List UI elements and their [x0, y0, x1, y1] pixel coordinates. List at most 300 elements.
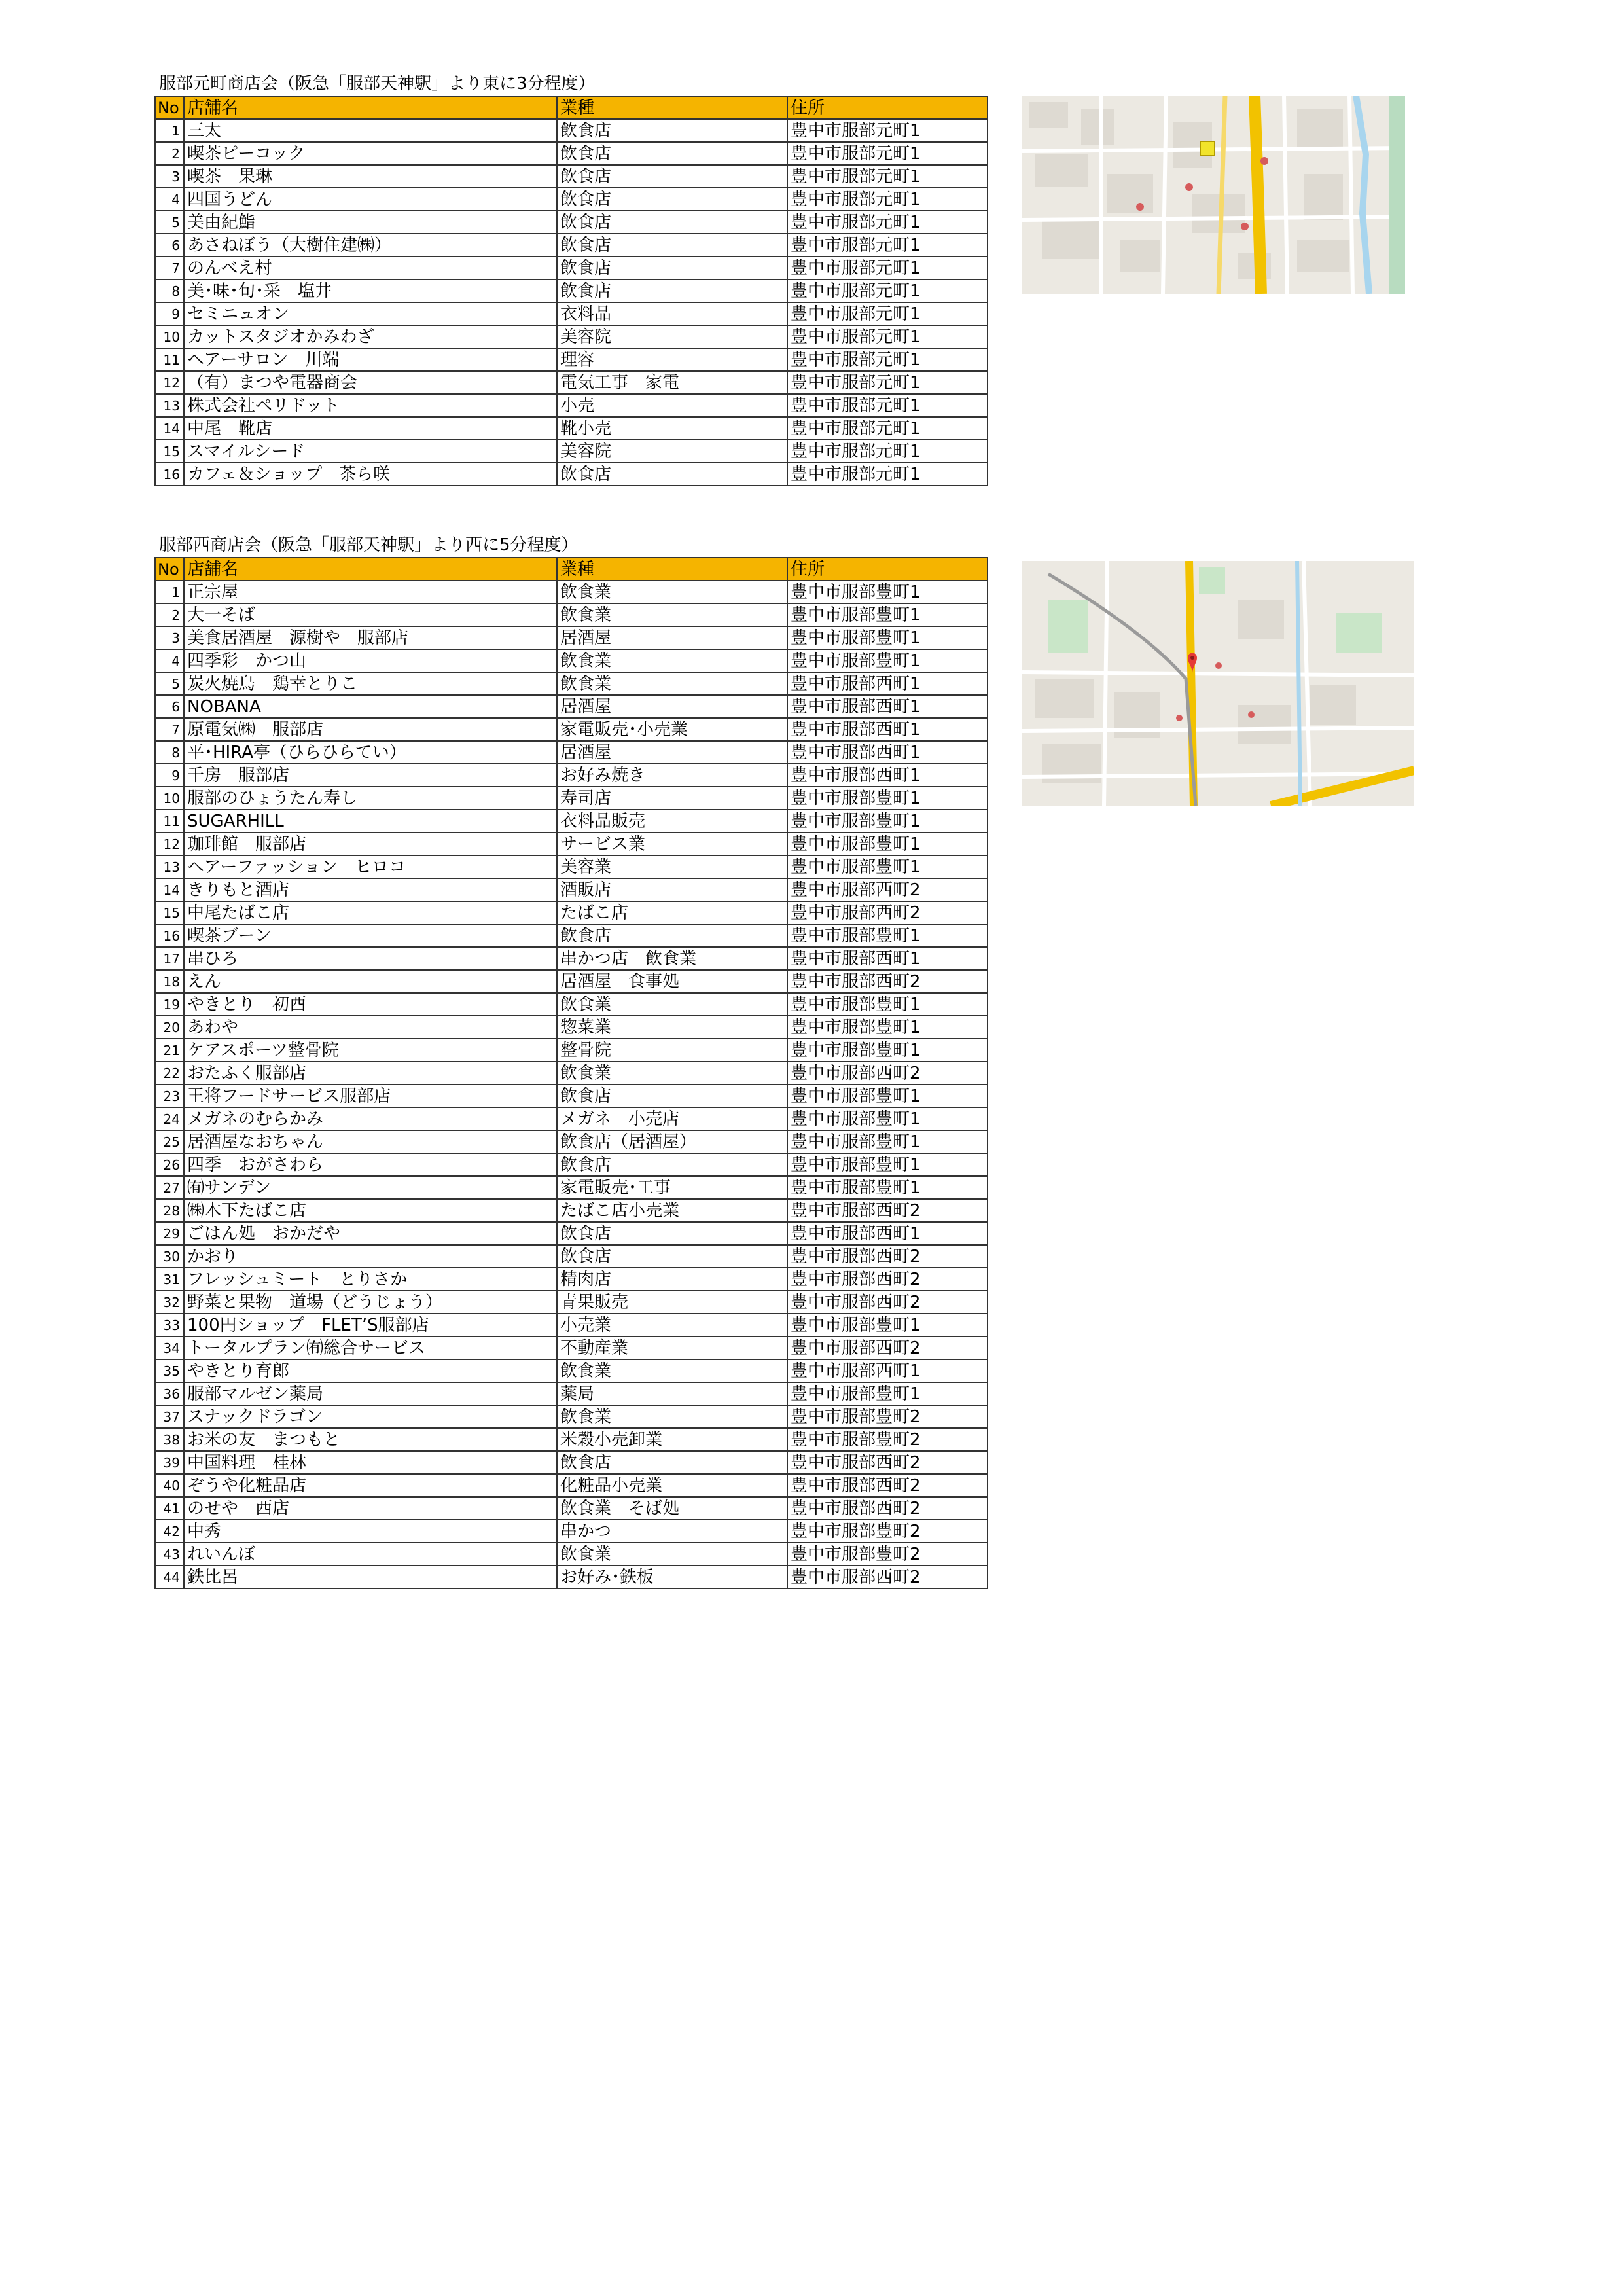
cell-shop-name: SUGARHILL	[184, 810, 557, 833]
cell-address: 豊中市服部豊町1	[787, 581, 988, 603]
cell-shop-name: あわや	[184, 1016, 557, 1039]
cell-business-type: 家電販売･小売業	[557, 718, 787, 741]
cell-no: 8	[155, 741, 184, 764]
cell-shop-name: 千房 服部店	[184, 764, 557, 787]
cell-address: 豊中市服部豊町2	[787, 1543, 988, 1566]
cell-address: 豊中市服部元町1	[787, 257, 988, 279]
cell-address: 豊中市服部元町1	[787, 142, 988, 165]
table-row	[155, 1428, 988, 1451]
column-header-name: 店舗名	[184, 558, 557, 581]
cell-shop-name: （有）まつや電器商会	[184, 371, 557, 394]
cell-address: 豊中市服部元町1	[787, 302, 988, 325]
cell-business-type: 飲食店	[557, 1085, 787, 1107]
table-header-row	[155, 558, 988, 581]
cell-shop-name: 居酒屋なおちゃん	[184, 1130, 557, 1153]
column-header-address: 住所	[787, 558, 988, 581]
cell-shop-name: 服部のひょうたん寿し	[184, 787, 557, 810]
cell-address: 豊中市服部豊町1	[787, 1016, 988, 1039]
table-row	[155, 1153, 988, 1176]
column-header-no: No	[155, 558, 184, 581]
table-row	[155, 1543, 988, 1566]
cell-business-type: 薬局	[557, 1382, 787, 1405]
cell-shop-name: 珈琲館 服部店	[184, 833, 557, 855]
cell-no: 44	[155, 1566, 184, 1588]
table-row	[155, 1566, 988, 1588]
cell-business-type: メガネ 小売店	[557, 1107, 787, 1130]
cell-no: 36	[155, 1382, 184, 1405]
cell-no: 43	[155, 1543, 184, 1566]
cell-business-type: 飲食店	[557, 257, 787, 279]
cell-address: 豊中市服部西町2	[787, 1474, 988, 1497]
table-row	[155, 1107, 988, 1130]
section-title-nishi: 服部西商店会（阪急「服部天神駅」より西に5分程度）	[159, 535, 579, 555]
cell-shop-name: カットスタジオかみわざ	[184, 325, 557, 348]
cell-business-type: 飲食店	[557, 188, 787, 211]
cell-no: 14	[155, 878, 184, 901]
cell-no: 41	[155, 1497, 184, 1520]
table-row	[155, 325, 988, 348]
cell-business-type: 電気工事 家電	[557, 371, 787, 394]
cell-business-type: たばこ店	[557, 901, 787, 924]
cell-shop-name: 喫茶ピーコック	[184, 142, 557, 165]
cell-no: 29	[155, 1222, 184, 1245]
cell-no: 12	[155, 371, 184, 394]
cell-business-type: 不動産業	[557, 1336, 787, 1359]
cell-address: 豊中市服部西町1	[787, 764, 988, 787]
cell-business-type: 青果販売	[557, 1291, 787, 1314]
table-row	[155, 1336, 988, 1359]
cell-address: 豊中市服部元町1	[787, 279, 988, 302]
cell-no: 28	[155, 1199, 184, 1222]
cell-address: 豊中市服部豊町1	[787, 855, 988, 878]
cell-business-type: 小売業	[557, 1314, 787, 1336]
cell-no: 27	[155, 1176, 184, 1199]
cell-shop-name: やきとり育郎	[184, 1359, 557, 1382]
cell-shop-name: ㈲サンデン	[184, 1176, 557, 1199]
cell-shop-name: おたふく服部店	[184, 1062, 557, 1085]
table-row	[155, 142, 988, 165]
table-row	[155, 1039, 988, 1062]
cell-shop-name: 鉄比呂	[184, 1566, 557, 1588]
cell-business-type: 化粧品小売業	[557, 1474, 787, 1497]
cell-address: 豊中市服部西町1	[787, 947, 988, 970]
cell-no: 26	[155, 1153, 184, 1176]
cell-no: 35	[155, 1359, 184, 1382]
table-row	[155, 695, 988, 718]
column-header-name: 店舗名	[184, 96, 557, 119]
cell-no: 12	[155, 833, 184, 855]
cell-address: 豊中市服部西町2	[787, 901, 988, 924]
cell-shop-name: 四国うどん	[184, 188, 557, 211]
cell-business-type: 飲食店	[557, 924, 787, 947]
cell-no: 23	[155, 1085, 184, 1107]
cell-business-type: 小売	[557, 394, 787, 417]
cell-address: 豊中市服部元町1	[787, 371, 988, 394]
cell-shop-name: きりもと酒店	[184, 878, 557, 901]
cell-no: 24	[155, 1107, 184, 1130]
cell-no: 8	[155, 279, 184, 302]
table-row	[155, 348, 988, 371]
table-row	[155, 1382, 988, 1405]
cell-business-type: 精肉店	[557, 1268, 787, 1291]
cell-business-type: 串かつ	[557, 1520, 787, 1543]
cell-shop-name: 中尾 靴店	[184, 417, 557, 440]
section-title-motomachi: 服部元町商店会（阪急「服部天神駅」より東に3分程度）	[159, 74, 596, 94]
cell-no: 6	[155, 695, 184, 718]
cell-no: 33	[155, 1314, 184, 1336]
cell-address: 豊中市服部西町1	[787, 741, 988, 764]
cell-business-type: 飲食店	[557, 119, 787, 142]
cell-address: 豊中市服部西町1	[787, 718, 988, 741]
cell-shop-name: ごはん処 おかだや	[184, 1222, 557, 1245]
cell-no: 25	[155, 1130, 184, 1153]
cell-shop-name: えん	[184, 970, 557, 993]
cell-no: 5	[155, 672, 184, 695]
cell-address: 豊中市服部西町2	[787, 1451, 988, 1474]
cell-no: 13	[155, 394, 184, 417]
table-row	[155, 672, 988, 695]
table-row	[155, 649, 988, 672]
cell-shop-name: カフェ＆ショップ 茶ら咲	[184, 463, 557, 486]
cell-business-type: 飲食業	[557, 581, 787, 603]
cell-shop-name: 三太	[184, 119, 557, 142]
cell-business-type: サービス業	[557, 833, 787, 855]
cell-address: 豊中市服部豊町1	[787, 1085, 988, 1107]
cell-business-type: 飲食店	[557, 211, 787, 234]
cell-shop-name: メガネのむらかみ	[184, 1107, 557, 1130]
cell-no: 32	[155, 1291, 184, 1314]
shop-table-nishi	[154, 557, 988, 1589]
cell-no: 9	[155, 764, 184, 787]
cell-no: 2	[155, 603, 184, 626]
cell-shop-name: 中秀	[184, 1520, 557, 1543]
table-row	[155, 1451, 988, 1474]
table-row	[155, 394, 988, 417]
table-row	[155, 234, 988, 257]
cell-business-type: 飲食店	[557, 234, 787, 257]
cell-shop-name: かおり	[184, 1245, 557, 1268]
cell-shop-name: 中尾たばこ店	[184, 901, 557, 924]
table-row	[155, 1405, 988, 1428]
cell-address: 豊中市服部西町2	[787, 1336, 988, 1359]
cell-address: 豊中市服部元町1	[787, 463, 988, 486]
cell-business-type: お好み焼き	[557, 764, 787, 787]
table-row	[155, 787, 988, 810]
cell-no: 22	[155, 1062, 184, 1085]
cell-business-type: 飲食店	[557, 463, 787, 486]
cell-address: 豊中市服部西町1	[787, 672, 988, 695]
cell-shop-name: 王将フードサービス服部店	[184, 1085, 557, 1107]
table-header-row	[155, 96, 988, 119]
cell-business-type: 家電販売･工事	[557, 1176, 787, 1199]
cell-no: 20	[155, 1016, 184, 1039]
table-row	[155, 1085, 988, 1107]
cell-business-type: 飲食店	[557, 1153, 787, 1176]
cell-address: 豊中市服部元町1	[787, 417, 988, 440]
cell-no: 34	[155, 1336, 184, 1359]
cell-no: 21	[155, 1039, 184, 1062]
cell-business-type: 飲食店	[557, 1245, 787, 1268]
table-row	[155, 603, 988, 626]
cell-address: 豊中市服部豊町1	[787, 1039, 988, 1062]
cell-business-type: 飲食業 そば処	[557, 1497, 787, 1520]
cell-address: 豊中市服部豊町2	[787, 1520, 988, 1543]
table-row	[155, 626, 988, 649]
cell-shop-name: ㈱木下たばこ店	[184, 1199, 557, 1222]
cell-no: 13	[155, 855, 184, 878]
cell-shop-name: 四季彩 かつ山	[184, 649, 557, 672]
cell-address: 豊中市服部西町2	[787, 1291, 988, 1314]
table-row	[155, 741, 988, 764]
cell-address: 豊中市服部元町1	[787, 440, 988, 463]
cell-business-type: 酒販店	[557, 878, 787, 901]
cell-no: 42	[155, 1520, 184, 1543]
cell-address: 豊中市服部元町1	[787, 325, 988, 348]
table-row	[155, 211, 988, 234]
table-row	[155, 924, 988, 947]
cell-no: 1	[155, 581, 184, 603]
cell-address: 豊中市服部西町1	[787, 695, 988, 718]
cell-business-type: 居酒屋	[557, 626, 787, 649]
cell-shop-name: NOBANA	[184, 695, 557, 718]
cell-shop-name: 100円ショップ FLET’S服部店	[184, 1314, 557, 1336]
cell-no: 15	[155, 440, 184, 463]
cell-no: 9	[155, 302, 184, 325]
column-header-type: 業種	[557, 558, 787, 581]
table-row	[155, 1062, 988, 1085]
cell-shop-name: 服部マルゼン薬局	[184, 1382, 557, 1405]
cell-business-type: 居酒屋	[557, 695, 787, 718]
cell-no: 19	[155, 993, 184, 1016]
table-row	[155, 165, 988, 188]
table-row	[155, 810, 988, 833]
table-row	[155, 371, 988, 394]
cell-address: 豊中市服部元町1	[787, 119, 988, 142]
cell-no: 10	[155, 787, 184, 810]
cell-address: 豊中市服部元町1	[787, 348, 988, 371]
cell-shop-name: やきとり 初酉	[184, 993, 557, 1016]
table-row	[155, 279, 988, 302]
cell-address: 豊中市服部豊町1	[787, 1107, 988, 1130]
cell-business-type: 飲食店	[557, 1222, 787, 1245]
cell-shop-name: 大一そば	[184, 603, 557, 626]
cell-no: 1	[155, 119, 184, 142]
cell-no: 3	[155, 165, 184, 188]
cell-no: 5	[155, 211, 184, 234]
cell-shop-name: 美･味･旬･采 塩井	[184, 279, 557, 302]
cell-shop-name: 喫茶ブーン	[184, 924, 557, 947]
table-row	[155, 947, 988, 970]
table-row	[155, 764, 988, 787]
cell-no: 15	[155, 901, 184, 924]
cell-address: 豊中市服部西町2	[787, 1566, 988, 1588]
cell-shop-name: お米の友 まつもと	[184, 1428, 557, 1451]
table-row	[155, 417, 988, 440]
cell-address: 豊中市服部豊町1	[787, 1153, 988, 1176]
cell-shop-name: 株式会社ペリドット	[184, 394, 557, 417]
cell-shop-name: ヘアーサロン 川端	[184, 348, 557, 371]
cell-shop-name: スナックドラゴン	[184, 1405, 557, 1428]
cell-business-type: 飲食業	[557, 603, 787, 626]
cell-no: 4	[155, 649, 184, 672]
cell-business-type: 惣菜業	[557, 1016, 787, 1039]
cell-address: 豊中市服部豊町1	[787, 626, 988, 649]
cell-shop-name: ぞうや化粧品店	[184, 1474, 557, 1497]
cell-address: 豊中市服部豊町1	[787, 787, 988, 810]
cell-business-type: 理容	[557, 348, 787, 371]
cell-business-type: 美容院	[557, 325, 787, 348]
cell-no: 16	[155, 924, 184, 947]
cell-address: 豊中市服部西町2	[787, 970, 988, 993]
table-row	[155, 463, 988, 486]
cell-no: 37	[155, 1405, 184, 1428]
table-row	[155, 1291, 988, 1314]
cell-no: 11	[155, 348, 184, 371]
cell-shop-name: 正宗屋	[184, 581, 557, 603]
cell-business-type: 居酒屋	[557, 741, 787, 764]
cell-no: 30	[155, 1245, 184, 1268]
cell-shop-name: 美由紀鮨	[184, 211, 557, 234]
table-row	[155, 302, 988, 325]
cell-shop-name: 野菜と果物 道場（どうじょう）	[184, 1291, 557, 1314]
table-row	[155, 581, 988, 603]
cell-shop-name: 原電気㈱ 服部店	[184, 718, 557, 741]
table-row	[155, 257, 988, 279]
cell-shop-name: 美食居酒屋 源樹や 服部店	[184, 626, 557, 649]
cell-business-type: 靴小売	[557, 417, 787, 440]
cell-shop-name: トータルプラン㈲総合サービス	[184, 1336, 557, 1359]
cell-no: 14	[155, 417, 184, 440]
cell-business-type: 飲食業	[557, 993, 787, 1016]
cell-business-type: 飲食業	[557, 649, 787, 672]
cell-business-type: 飲食業	[557, 1359, 787, 1382]
cell-address: 豊中市服部元町1	[787, 394, 988, 417]
cell-no: 16	[155, 463, 184, 486]
cell-business-type: 飲食業	[557, 1062, 787, 1085]
cell-shop-name: 平･HIRA亭（ひらひらてい）	[184, 741, 557, 764]
cell-business-type: 飲食店	[557, 165, 787, 188]
table-row	[155, 1359, 988, 1382]
cell-address: 豊中市服部西町2	[787, 878, 988, 901]
cell-shop-name: セミニュオン	[184, 302, 557, 325]
cell-shop-name: スマイルシード	[184, 440, 557, 463]
table-row	[155, 970, 988, 993]
cell-address: 豊中市服部豊町2	[787, 1428, 988, 1451]
cell-shop-name: フレッシュミート とりさか	[184, 1268, 557, 1291]
cell-address: 豊中市服部豊町1	[787, 924, 988, 947]
cell-business-type: 飲食店	[557, 142, 787, 165]
cell-address: 豊中市服部豊町1	[787, 1382, 988, 1405]
cell-no: 3	[155, 626, 184, 649]
column-header-address: 住所	[787, 96, 988, 119]
cell-address: 豊中市服部元町1	[787, 188, 988, 211]
cell-no: 39	[155, 1451, 184, 1474]
table-row	[155, 901, 988, 924]
shop-table-motomachi	[154, 96, 988, 486]
cell-business-type: お好み･鉄板	[557, 1566, 787, 1588]
table-row	[155, 878, 988, 901]
cell-no: 2	[155, 142, 184, 165]
map-thumbnail-nishi	[1022, 561, 1414, 806]
table-row	[155, 1222, 988, 1245]
cell-business-type: 衣料品販売	[557, 810, 787, 833]
cell-no: 10	[155, 325, 184, 348]
cell-address: 豊中市服部豊町1	[787, 833, 988, 855]
cell-address: 豊中市服部元町1	[787, 234, 988, 257]
cell-shop-name: 四季 おがさわら	[184, 1153, 557, 1176]
column-header-type: 業種	[557, 96, 787, 119]
cell-address: 豊中市服部豊町1	[787, 649, 988, 672]
table-row	[155, 1176, 988, 1199]
cell-address: 豊中市服部西町2	[787, 1497, 988, 1520]
cell-no: 7	[155, 718, 184, 741]
cell-shop-name: のんべえ村	[184, 257, 557, 279]
table-row	[155, 1245, 988, 1268]
cell-address: 豊中市服部豊町1	[787, 993, 988, 1016]
table-row	[155, 1474, 988, 1497]
table-row	[155, 833, 988, 855]
table-row	[155, 855, 988, 878]
cell-business-type: 飲食店	[557, 1451, 787, 1474]
table-row	[155, 1314, 988, 1336]
cell-no: 38	[155, 1428, 184, 1451]
cell-shop-name: 喫茶 果琳	[184, 165, 557, 188]
table-row	[155, 1130, 988, 1153]
cell-address: 豊中市服部元町1	[787, 165, 988, 188]
cell-no: 18	[155, 970, 184, 993]
cell-business-type: 飲食店（居酒屋）	[557, 1130, 787, 1153]
cell-no: 31	[155, 1268, 184, 1291]
cell-business-type: 米穀小売卸業	[557, 1428, 787, 1451]
table-row	[155, 119, 988, 142]
cell-business-type: 飲食業	[557, 1405, 787, 1428]
cell-shop-name: のせや 西店	[184, 1497, 557, 1520]
cell-business-type: たばこ店小売業	[557, 1199, 787, 1222]
table-row	[155, 440, 988, 463]
cell-address: 豊中市服部西町2	[787, 1268, 988, 1291]
cell-shop-name: 中国料理 桂林	[184, 1451, 557, 1474]
cell-address: 豊中市服部西町1	[787, 1359, 988, 1382]
table-row	[155, 1497, 988, 1520]
cell-address: 豊中市服部西町2	[787, 1245, 988, 1268]
cell-address: 豊中市服部元町1	[787, 211, 988, 234]
cell-address: 豊中市服部豊町1	[787, 1130, 988, 1153]
cell-shop-name: ケアスポーツ整骨院	[184, 1039, 557, 1062]
cell-shop-name: れいんぼ	[184, 1543, 557, 1566]
cell-shop-name: 炭火焼鳥 鶏幸とりこ	[184, 672, 557, 695]
cell-no: 4	[155, 188, 184, 211]
cell-business-type: 寿司店	[557, 787, 787, 810]
cell-address: 豊中市服部豊町1	[787, 1176, 988, 1199]
cell-address: 豊中市服部豊町1	[787, 810, 988, 833]
cell-no: 40	[155, 1474, 184, 1497]
cell-shop-name: あさねぼう（大樹住建㈱）	[184, 234, 557, 257]
cell-business-type: 美容院	[557, 440, 787, 463]
cell-business-type: 飲食業	[557, 1543, 787, 1566]
cell-business-type: 居酒屋 食事処	[557, 970, 787, 993]
cell-address: 豊中市服部豊町2	[787, 1405, 988, 1428]
cell-address: 豊中市服部西町2	[787, 1062, 988, 1085]
table-row	[155, 1016, 988, 1039]
cell-no: 17	[155, 947, 184, 970]
cell-business-type: 飲食業	[557, 672, 787, 695]
table-row	[155, 188, 988, 211]
cell-business-type: 整骨院	[557, 1039, 787, 1062]
cell-address: 豊中市服部西町2	[787, 1199, 988, 1222]
table-row	[155, 1268, 988, 1291]
table-row	[155, 718, 988, 741]
cell-address: 豊中市服部西町1	[787, 1222, 988, 1245]
